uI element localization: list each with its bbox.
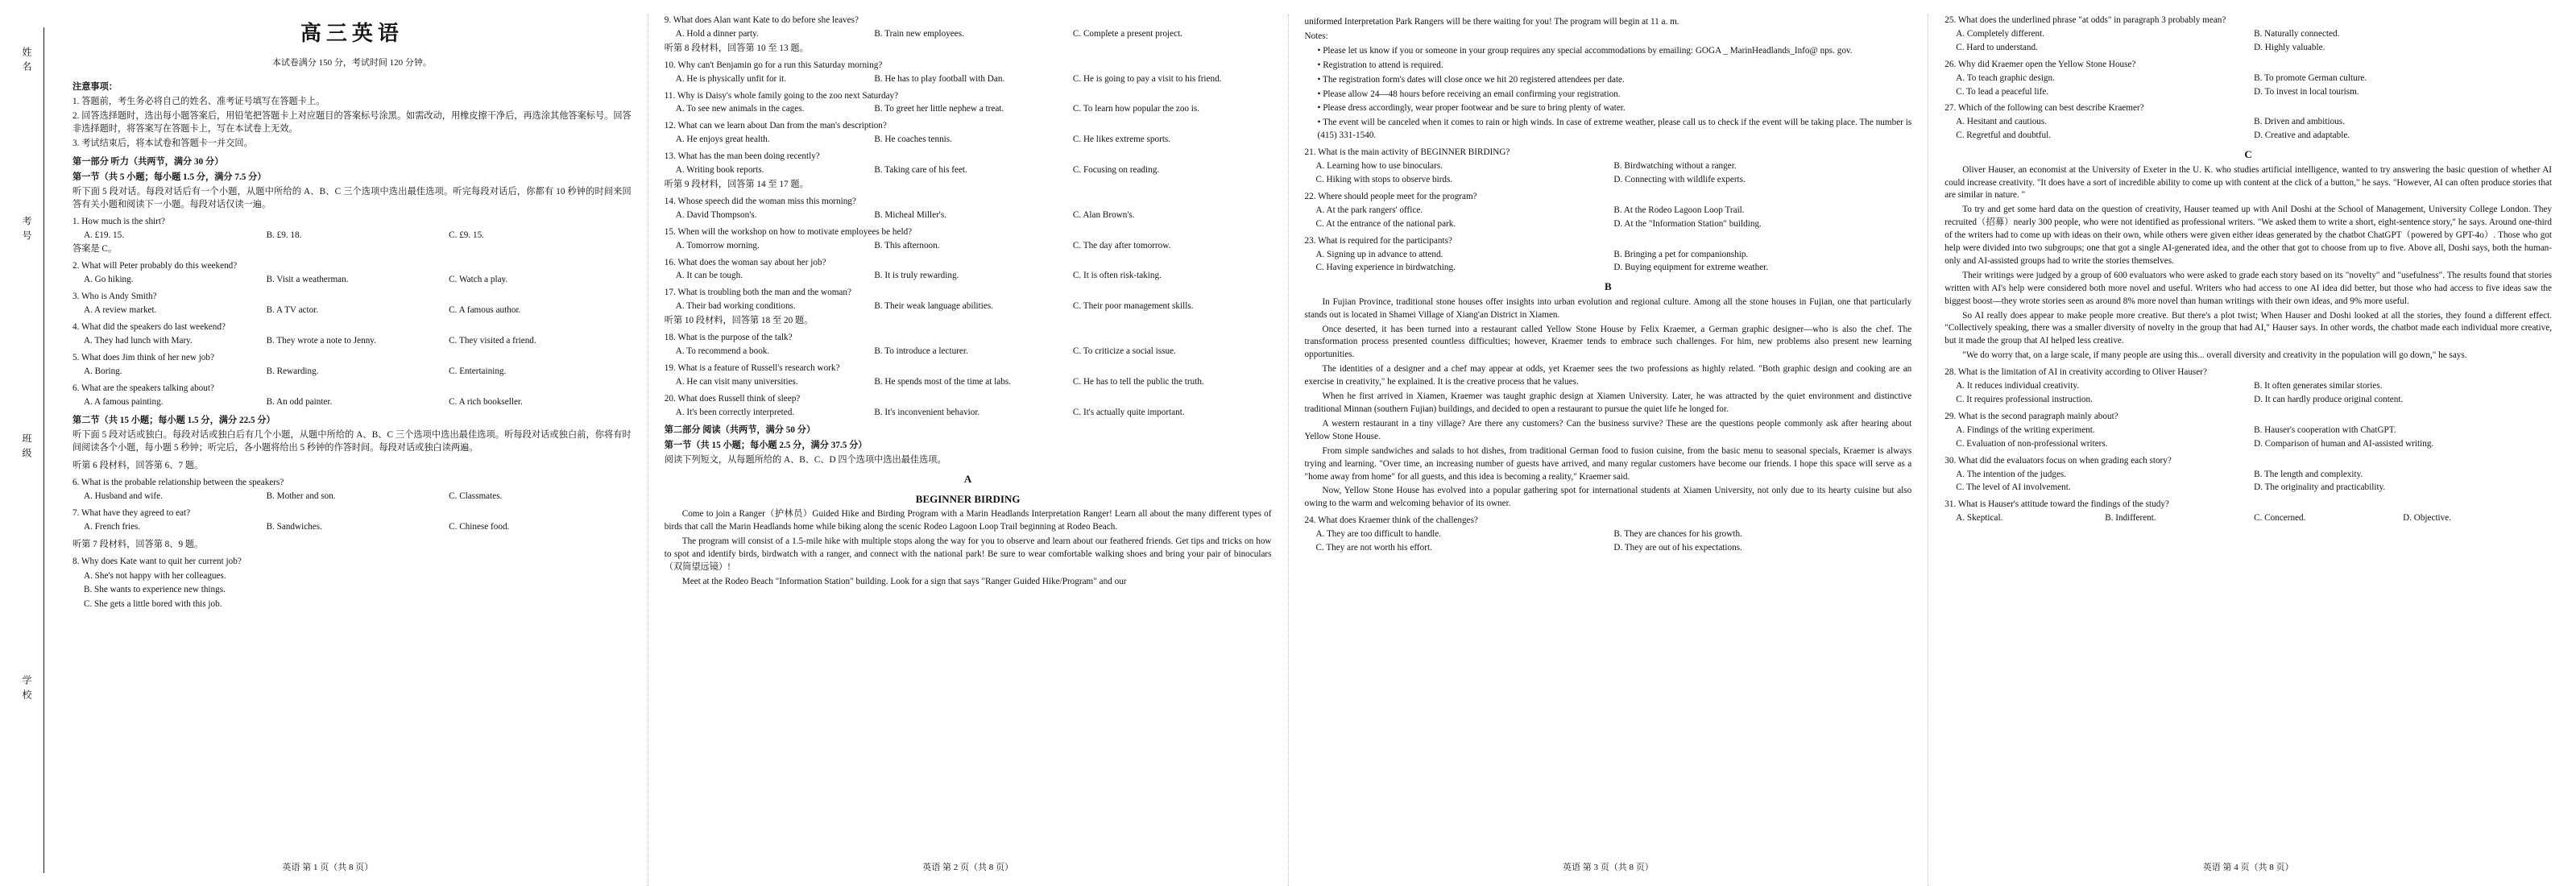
question-9-options	[676, 28, 1272, 41]
question-7-options	[84, 491, 632, 503]
question-13-options	[676, 164, 1272, 177]
part-2-heading: 第二部分 阅读（共两节，满分 50 分）	[664, 425, 816, 436]
q9-option-a[interactable]: A. Hold a dinner party.	[675, 28, 759, 39]
question-22-options-row-1	[1316, 205, 1912, 217]
q30-option-d[interactable]: D. The originality and practicability.	[2254, 482, 2386, 493]
q22-option-c[interactable]: C. At the entrance of the national park.	[1315, 218, 1456, 229]
q23-option-a[interactable]: A. Signing up in advance to attend.	[1315, 249, 1443, 259]
question-28-options-row-1	[1956, 380, 2552, 393]
question-12: 12. What can we learn about Dan from the man's description?	[664, 121, 887, 131]
question-8-options	[84, 521, 632, 534]
q1-option-c[interactable]: C. £9. 15.	[449, 230, 484, 240]
question-25-options-row-2	[1956, 42, 2552, 55]
q25-option-b[interactable]: B. Naturally connected.	[2254, 28, 2340, 39]
question-15: 15. When will the workshop on how to motivate employees be held?	[664, 226, 913, 237]
passage-a-para-2: The program will consist of a 1.5-mile hike with multiple stops along the way for you to observe and learn about our feathered friends. Get tips and tricks on how to spot and identify birds, birdwatch with a ranger, and connect with the national park! Be sure to wear comfortable walking shoes and bring your pair of binoculars（双筒望远镜）!	[664, 536, 1272, 572]
q9-option-b[interactable]: B. Train new employees.	[874, 28, 964, 39]
question-15-options	[676, 240, 1272, 253]
q9-option-b[interactable]: B. She wants to experience new things.	[84, 585, 226, 595]
question-1-options	[84, 230, 632, 242]
q16-option-b[interactable]: B. It is truly rewarding.	[874, 271, 959, 281]
q9-option-c[interactable]: C. Complete a present project.	[1072, 28, 1182, 39]
q18-option-b[interactable]: B. To introduce a lecturer.	[874, 346, 968, 356]
question-6: 6. What are the speakers talking about?	[72, 383, 214, 393]
question-5-options	[84, 366, 632, 379]
question-3: 3. Who is Andy Smith?	[72, 292, 157, 302]
q1-option-b[interactable]: B. £9. 18.	[266, 230, 302, 240]
passage-c-para-2: To try and get some hard data on the question of creativity, Hauser teamed up with Anil Doshi at the School of Management, University College London. They recruited（招募）nearly 300 people, who were not identified as professional writers. "We asked them to write a short, eight-sentence story," he says. Around one-third of the writers had to come up with ideas on their own, while others were given either ideas generated by the chatbot ChatGPT（powered by GPT-4o）. Those who got help were divided into two subgroups; one that got a single AI-generated idea, and the other that got to choose from up to five. Above all, Doshi says, both the human-only and AI-assisted groups had to write the stories themselves.	[1944, 205, 2552, 266]
q8-option-b[interactable]: B. Sandwiches.	[266, 521, 322, 532]
passage-a-title: BEGINNER BIRDING	[915, 492, 1021, 505]
q10-option-a[interactable]: A. He is physically unfit for it.	[675, 73, 787, 84]
q17-option-c[interactable]: C. Their poor management skills.	[1072, 301, 1194, 312]
q28-option-b[interactable]: B. It often generates similar stories.	[2254, 381, 2383, 391]
margin-label-school: 学校	[21, 675, 33, 704]
q29-option-b[interactable]: B. Hauser's cooperation with ChatGPT.	[2254, 424, 2396, 435]
q21-option-b[interactable]: B. Birdwatching without a ranger.	[1613, 161, 1737, 172]
q17-option-a[interactable]: A. Their bad working conditions.	[675, 301, 796, 312]
note-3: 3. 考试结束后，将本试卷和答题卡一并交回。	[72, 139, 253, 149]
q10-option-c[interactable]: C. He is going to pay a visit to his friend.	[1072, 73, 1222, 84]
passage-a-note-5: • Please dress accordingly, wear proper footwear and be sure to bring plenty of water.	[1317, 103, 1626, 114]
q24-option-b[interactable]: B. They are chances for his growth.	[1613, 529, 1742, 540]
q20-option-c[interactable]: C. It's actually quite important.	[1072, 407, 1185, 417]
q30-option-c[interactable]: C. The level of AI involvement.	[1956, 482, 2071, 493]
margin-label-class: 班级	[21, 433, 33, 462]
question-23: 23. What is required for the participants?	[1304, 235, 1452, 246]
column-3	[1288, 14, 1928, 886]
q28-option-c[interactable]: C. It requires professional instruction.	[1956, 395, 2093, 405]
question-27-options-row-1	[1956, 116, 2552, 129]
question-21-options-row-2	[1316, 174, 1912, 187]
material-8-heading: 听第 8 段材料，回答第 10 至 13 题。	[664, 43, 809, 53]
passage-c-letter: C	[2244, 148, 2252, 161]
q10-option-b[interactable]: B. He has to play football with Dan.	[874, 73, 1005, 84]
question-31-options	[1956, 512, 2552, 525]
question-19: 19. What is a feature of Russell's research work?	[664, 362, 840, 373]
passage-a-letter: A	[963, 473, 972, 486]
q18-option-c[interactable]: C. To criticize a social issue.	[1072, 346, 1176, 356]
column-1	[8, 14, 648, 886]
page-footer-3: 英语 第 3 页（共 8 页）	[1563, 863, 1654, 873]
q24-option-d[interactable]: D. They are out of his expectations.	[1613, 543, 1742, 553]
question-23-options-row-1	[1316, 249, 1912, 262]
q8-option-a[interactable]: A. French fries.	[84, 521, 141, 532]
q22-option-b[interactable]: B. At the Rodeo Lagoon Loop Trail.	[1613, 205, 1745, 215]
q22-option-d[interactable]: D. At the "Information Station" building.	[1613, 218, 1762, 229]
q15-option-a[interactable]: A. Tomorrow morning.	[675, 240, 760, 250]
question-20-options	[676, 407, 1272, 420]
question-4-options	[84, 335, 632, 348]
q25-option-a[interactable]: A. Completely different.	[1956, 28, 2045, 39]
note-1: 1. 答题前，考生务必将自己的姓名、准考证号填写在答题卡上。	[72, 97, 325, 107]
passage-a-para-4: uniformed Interpretation Park Rangers will be there waiting for you! The program will begin at 11 a. m.	[1304, 17, 1679, 27]
q9-option-a[interactable]: A. She's not happy with her colleagues.	[84, 570, 226, 581]
passage-b-letter: B	[1605, 280, 1612, 293]
part-1-section-2-directions: 听下面 5 段对话或独白。每段对话或独白后有几个小题，从题中所给的 A、B、C 三个选项中选出最佳选项。听每段对话或独白前，你将有时间阅读各个小题，每小题 5 秒钟；听完后，各小题将给出 5 秒钟的作答时间。每段对话或独白读两遍。	[72, 430, 632, 453]
question-13: 13. What has the man been doing recently?	[664, 151, 820, 162]
q21-option-c[interactable]: C. Hiking with stops to observe birds.	[1315, 174, 1453, 184]
question-11-options	[676, 103, 1272, 116]
question-3-options	[84, 304, 632, 317]
q29-option-c[interactable]: C. Evaluation of non-professional writers.	[1956, 438, 2108, 449]
part-1-heading: 第一部分 听力（共两节，满分 30 分）	[72, 157, 224, 168]
column-2-content	[665, 14, 1272, 836]
q5-option-c[interactable]: C. Entertaining.	[449, 366, 507, 376]
q22-option-a[interactable]: A. At the park rangers' office.	[1315, 205, 1423, 215]
passage-a-notes-label: Notes:	[1304, 31, 1328, 41]
q15-option-b[interactable]: B. This afternoon.	[874, 240, 940, 250]
q26-option-b[interactable]: B. To promote German culture.	[2254, 72, 2367, 83]
question-30-options-row-1	[1956, 469, 2552, 482]
q8-option-c[interactable]: C. Chinese food.	[449, 521, 510, 532]
q29-option-d[interactable]: D. Comparison of human and AI-assisted writing.	[2254, 438, 2434, 449]
question-21-options-row-1	[1316, 160, 1912, 173]
question-27: 27. Which of the following can best describe Kraemer?	[1944, 103, 2144, 114]
q9-option-c[interactable]: C. She gets a little bored with this job.	[84, 599, 222, 610]
question-22-options-row-2	[1316, 218, 1912, 231]
q7-option-a[interactable]: A. Husband and wife.	[84, 491, 163, 501]
passage-b-para-6: From simple sandwiches and salads to hot dishes, from traditional German food to fusion cuisine, from the basic menu to seasonal specials, Kraemer is always trying and learning. "Over time, an increasing number of guests have arrived, and many regular customers have become our friends. I hope this space will serve as a "home away from home" for all guests, and this idea is becoming a reality," Kraemer said.	[1304, 445, 1912, 482]
q27-option-c[interactable]: C. Regretful and doubtful.	[1956, 130, 2052, 141]
question-16-options	[676, 270, 1272, 283]
part-2-directions: 阅读下列短文，从每题所给的 A、B、C、D 四个选项中选出最佳选项。	[664, 455, 946, 466]
column-1-content	[24, 14, 632, 836]
q27-option-d[interactable]: D. Creative and adaptable.	[2254, 130, 2350, 141]
material-10-heading: 听第 10 段材料，回答第 18 至 20 题。	[664, 316, 814, 326]
q26-option-d[interactable]: D. To invest in local tourism.	[2254, 86, 2359, 97]
q12-option-a[interactable]: A. He enjoys great health.	[675, 135, 770, 145]
q20-option-b[interactable]: B. It's inconvenient behavior.	[874, 407, 980, 417]
question-30: 30. What did the evaluators focus on when grading each story?	[1944, 455, 2172, 466]
question-14: 14. Whose speech did the woman miss this morning?	[664, 196, 856, 206]
passage-a-para-1: Come to join a Ranger（护林员）Guided Hike and Birding Program with a Marin Headlands Interpretation Ranger! Learn all about the many different types of birds that call the Marin Headlands home while biking along the scenic Rodeo Lagoon Loop Trail beginning at Rodeo Beach.	[664, 509, 1272, 532]
question-22: 22. Where should people meet for the program?	[1304, 191, 1477, 201]
q23-option-b[interactable]: B. Bringing a pet for companionship.	[1613, 249, 1749, 259]
question-31: 31. What is Hauser's attitude toward the findings of the study?	[1944, 499, 2169, 510]
question-26-options-row-2	[1956, 86, 2552, 99]
q12-option-c[interactable]: C. He likes extreme sports.	[1072, 135, 1171, 145]
q6-option-c[interactable]: C. A rich bookseller.	[449, 396, 523, 407]
q23-option-c[interactable]: C. Having experience in birdwatching.	[1315, 263, 1456, 273]
q16-option-c[interactable]: C. It is often risk-taking.	[1072, 271, 1162, 281]
note-2: 2. 回答选择题时，选出每小题答案后，用铅笔把答题卡上对应题目的答案标号涂黑。如需改动，用橡皮擦干净后，再选涂其他答案标号。回答非选择题时，将答案写在答题卡上，写在本试卷上无效。	[72, 111, 632, 135]
question-29-options-row-1	[1956, 424, 2552, 437]
q20-option-a[interactable]: A. It's been correctly interpreted.	[675, 407, 795, 417]
question-17-options	[676, 300, 1272, 313]
q29-option-a[interactable]: A. Findings of the writing experiment.	[1956, 424, 2095, 435]
question-7: 6. What is the probable relationship between the speakers?	[72, 478, 284, 488]
q2-option-c[interactable]: C. Watch a play.	[449, 275, 508, 285]
question-8: 7. What have they agreed to eat?	[72, 507, 191, 518]
passage-c-para-5: "We do worry that, on a large scale, if many people are using this... overall diversity and creativity in the population will go down," he says.	[1962, 350, 2467, 361]
passage-b-para-7: Now, Yellow Stone House has evolved into a popular gathering spot for international students at Xiamen University, not only due to its hearty cuisine but also owing to the warm and welcoming behavior of its owner.	[1304, 486, 1912, 509]
q27-option-a[interactable]: A. Hesitant and cautious.	[1956, 117, 2048, 127]
q31-option-b[interactable]: B. Indifferent.	[2105, 513, 2156, 524]
question-18-options	[676, 346, 1272, 358]
q3-option-a[interactable]: A. A review market.	[84, 305, 157, 316]
q28-option-d[interactable]: D. It can hardly produce original content.	[2254, 395, 2404, 405]
column-3-content	[1305, 14, 1912, 836]
q6-option-a[interactable]: A. A famous painting.	[84, 396, 164, 407]
q3-option-c[interactable]: C. A famous author.	[449, 305, 521, 316]
part-1-section-1-heading: 第一节（共 5 小题；每小题 1.5 分，满分 7.5 分）	[72, 172, 267, 182]
question-28: 28. What is the limitation of AI in creativity according to Oliver Hauser?	[1944, 367, 2207, 378]
question-21: 21. What is the main activity of BEGINNER BIRDING?	[1304, 147, 1510, 158]
question-12-options	[676, 134, 1272, 147]
question-25-options-row-1	[1956, 28, 2552, 41]
q19-option-b[interactable]: B. He spends most of the time at labs.	[874, 376, 1011, 387]
q24-option-a[interactable]: A. They are too difficult to handle.	[1315, 529, 1442, 540]
q15-option-c[interactable]: C. The day after tomorrow.	[1072, 240, 1171, 250]
q13-option-c[interactable]: C. Focusing on reading.	[1072, 165, 1160, 176]
q5-option-b[interactable]: B. Rewarding.	[266, 366, 319, 376]
q7-option-b[interactable]: B. Mother and son.	[266, 491, 336, 501]
q4-option-c[interactable]: C. They visited a friend.	[449, 335, 536, 346]
question-9-col1: 8. Why does Kate want to quit her current job?	[72, 556, 242, 566]
passage-a-note-2: • Registration to attend is required.	[1317, 60, 1443, 70]
question-29: 29. What is the second paragraph mainly about?	[1944, 411, 2118, 421]
question-16: 16. What does the woman say about her job?	[664, 257, 826, 267]
q5-option-a[interactable]: A. Boring.	[84, 366, 122, 376]
q2-option-a[interactable]: A. Go hiking.	[84, 275, 134, 285]
passage-c-para-3: Their writings were judged by a group of 600 evaluators who were asked to grade each story based on its "novelty" and "usefulness". The results found that stories written with AI's help were considered both more novel and useful. Writers who had access to one AI idea did better, but those who had access to five ideas saw the biggest boost—they wrote stories seen as around 8% more novel than human writings with their own ideas, and 9% more useful.	[1944, 270, 2552, 306]
question-24-options-row-1	[1316, 528, 1912, 541]
material-6-heading: 听第 6 段材料，回答第 6、7 题。	[72, 461, 204, 471]
answer-note: 答案是 C。	[72, 244, 118, 255]
part-1-section-2-heading: 第二节（共 15 小题；每小题 1.5 分，满分 22.5 分）	[72, 416, 275, 426]
passage-b-para-2: Once deserted, it has been turned into a restaurant called Yellow Stone House by Felix Kraemer, a German graphic designer—who is also the chef. The transformation process presented countless difficulties; however, Kraemer tends to embrace such challenges. For him, new problems also present new learning opportunities.	[1304, 324, 1912, 360]
q27-option-b[interactable]: B. Driven and ambitious.	[2254, 117, 2345, 127]
q31-option-c[interactable]: C. Concerned.	[2254, 513, 2306, 524]
page-footer-2: 英语 第 2 页（共 8 页）	[922, 863, 1013, 873]
question-29-options-row-2	[1956, 438, 2552, 451]
page-footer-4: 英语 第 4 页（共 8 页）	[2202, 863, 2294, 873]
page-title: 高三英语	[300, 22, 404, 45]
question-26-options-row-1	[1956, 72, 2552, 85]
q14-option-c[interactable]: C. Alan Brown's.	[1072, 209, 1135, 220]
q7-option-c[interactable]: C. Classmates.	[449, 491, 503, 501]
q18-option-a[interactable]: A. To recommend a book.	[675, 346, 770, 356]
question-27-options-row-2	[1956, 130, 2552, 143]
q26-option-a[interactable]: A. To teach graphic design.	[1956, 72, 2055, 83]
passage-b-para-1: In Fujian Province, traditional stone houses offer insights into urban evolution and regional culture. Among all the stone houses in Fujian, one that particularly stands out is located in Shamei Village of Xiang'an District in Xiamen.	[1304, 296, 1912, 320]
q11-option-c[interactable]: C. To learn how popular the zoo is.	[1072, 104, 1200, 114]
margin-label-examno: 考号	[21, 216, 33, 245]
column-4	[1928, 14, 2568, 886]
passage-a-note-4: • Please allow 24—48 hours before receiving an email confirming your registration.	[1317, 89, 1621, 99]
question-2-options	[84, 274, 632, 287]
material-9-heading: 听第 9 段材料，回答第 14 至 17 题。	[664, 179, 809, 189]
q12-option-b[interactable]: B. He coaches tennis.	[874, 135, 952, 145]
question-11: 11. Why is Daisy's whole family going to the zoo next Saturday?	[664, 90, 899, 101]
q3-option-b[interactable]: B. A TV actor.	[266, 305, 319, 316]
q25-option-c[interactable]: C. Hard to understand.	[1956, 42, 2038, 52]
passage-a-note-3: • The registration form's dates will close once we hit 20 registered attendees per date.	[1317, 74, 1625, 85]
question-26: 26. Why did Kraemer open the Yellow Stone House?	[1944, 59, 2136, 69]
column-2	[648, 14, 1288, 886]
question-20: 20. What does Russell think of sleep?	[664, 393, 801, 404]
q30-option-b[interactable]: B. The length and complexity.	[2254, 469, 2363, 479]
q4-option-b[interactable]: B. They wrote a note to Jenny.	[266, 335, 376, 346]
question-23-options-row-2	[1316, 262, 1912, 275]
q13-option-a[interactable]: A. Writing book reports.	[675, 165, 764, 176]
question-2: 2. What will Peter probably do this weekend?	[72, 261, 238, 271]
q19-option-c[interactable]: C. He has to tell the public the truth.	[1072, 376, 1204, 387]
question-28-options-row-2	[1956, 394, 2552, 407]
question-18: 18. What is the purpose of the talk?	[664, 333, 793, 343]
q24-option-c[interactable]: C. They are not worth his effort.	[1315, 543, 1432, 553]
passage-a-para-3: Meet at the Rodeo Beach "Information Station" building. Look for a sign that says "Ranger Guided Hike/Program" and our	[681, 576, 1127, 586]
passage-b-para-4: When he first arrived in Xiamen, Kraemer was taught graphic design at Xiamen University. Later, he was attracted by the quiet environment and distinctive traditional Minnan (southern Fujian) buildings, and decided to open a restaurant to pursue the quiet life he longed for.	[1304, 391, 1912, 415]
question-10-options	[676, 73, 1272, 86]
passage-b-para-3: The identities of a designer and a chef may appear at odds, yet Kraemer sees the two professions as highly related. "Both graphic design and cooking are an exercise in creativity," he explained. It is the creative process that he values.	[1304, 364, 1912, 387]
question-1: 1. How much is the shirt?	[72, 216, 165, 226]
notes-heading: 注意事项：	[72, 81, 118, 92]
material-7-heading: 听第 7 段材料，回答第 8、9 题。	[72, 539, 204, 549]
q19-option-a[interactable]: A. He can visit many universities.	[675, 376, 798, 387]
q17-option-b[interactable]: B. Their weak language abilities.	[874, 301, 993, 312]
question-4: 4. What did the speakers do last weekend?	[72, 322, 226, 333]
q25-option-d[interactable]: D. Highly valuable.	[2254, 42, 2325, 52]
part-1-section-1-directions: 听下面 5 段对话。每段对话后有一个小题，从题中所给的 A、B、C 三个选项中选出最佳选项。听完每段对话后，你都有 10 秒钟的时间来回答有关小题和阅读下一小题。每段对话仅读一遍。	[72, 186, 632, 209]
page-footer-1: 英语 第 1 页（共 8 页）	[282, 863, 374, 873]
q11-option-b[interactable]: B. To greet her little nephew a treat.	[874, 104, 1004, 114]
question-5: 5. What does Jim think of her new job?	[72, 352, 214, 362]
margin-label-name: 姓名	[21, 47, 33, 76]
q1-option-a[interactable]: A. £19. 15.	[84, 230, 125, 240]
passage-a-note-6: • The event will be canceled when it comes to rain or high winds. In case of extreme weather, please call us to check if the event will be taking place. The number is (415) 331-1540.	[1317, 118, 1912, 141]
q11-option-a[interactable]: A. To see new animals in the cages.	[675, 104, 805, 114]
q13-option-b[interactable]: B. Taking care of his feet.	[874, 165, 967, 176]
part-2-section-1-heading: 第一节（共 15 小题；每小题 2.5 分，满分 37.5 分）	[664, 441, 868, 451]
question-24-options-row-2	[1316, 542, 1912, 555]
column-4-content	[1944, 14, 2552, 836]
q23-option-d[interactable]: D. Buying equipment for extreme weather.	[1613, 263, 1769, 273]
question-9: 9. What does Alan want Kate to do before she leaves?	[664, 15, 859, 25]
question-17: 17. What is troubling both the man and the woman?	[664, 288, 851, 298]
q26-option-c[interactable]: C. To lead a peaceful life.	[1956, 86, 2049, 97]
question-19-options	[676, 376, 1272, 389]
q16-option-a[interactable]: A. It can be tough.	[675, 271, 743, 281]
q14-option-a[interactable]: A. David Thompson's.	[675, 209, 757, 220]
q21-option-a[interactable]: A. Learning how to use binoculars.	[1315, 161, 1443, 172]
q31-option-d[interactable]: D. Objective.	[2403, 513, 2452, 524]
passage-c-para-4: So AI really does appear to make people more creative. But there's a plot twist; When Hauser and Doshi looked at all the stories, they found a different effect. "Collectively speaking, there was a smaller diversity of novelty in the group that had AI," Hauser says. In other words, the chatbot made each individual more creative, but it made the group that AI helped less creative.	[1944, 310, 2552, 346]
question-30-options-row-2	[1956, 482, 2552, 495]
q31-option-a[interactable]: A. Skeptical.	[1956, 513, 2003, 524]
passage-b-para-5: A western restaurant in a tiny village? Are there any customers? Can the business survive? These are the questions people commonly ask after hearing about Yellow Stone House.	[1304, 418, 1912, 441]
q2-option-b[interactable]: B. Visit a weatherman.	[266, 275, 349, 285]
question-6-options	[84, 396, 632, 409]
q30-option-a[interactable]: A. The intention of the judges.	[1956, 469, 2067, 479]
passage-c-para-1: Oliver Hauser, an economist at the University of Exeter in the U. K. who studies artificial intelligence, wanted to try answering the basic question of whether AI could increase creativity. "It does have a sort of incredible ability to come up with content at the click of a button," he says. "However, AI can often produce stories that are similar in nature. "	[1944, 164, 2552, 201]
exam-subtitle: 本试卷满分 150 分，考试时间 120 分钟。	[271, 57, 432, 68]
q6-option-b[interactable]: B. An odd painter.	[266, 396, 333, 407]
left-margin-line	[43, 27, 44, 873]
q14-option-b[interactable]: B. Micheal Miller's.	[874, 209, 946, 220]
q28-option-a[interactable]: A. It reduces individual creativity.	[1956, 381, 2079, 391]
q21-option-d[interactable]: D. Connecting with wildlife experts.	[1613, 174, 1746, 184]
question-24: 24. What does Kraemer think of the challenges?	[1304, 515, 1478, 526]
question-10: 10. Why can't Benjamin go for a run this Saturday morning?	[664, 60, 883, 70]
question-25: 25. What does the underlined phrase "at odds" in paragraph 3 probably mean?	[1944, 15, 2226, 25]
question-14-options	[676, 209, 1272, 222]
q4-option-a[interactable]: A. They had lunch with Mary.	[84, 335, 193, 346]
passage-a-note-1: • Please let us know if you or someone in your group requires any special accommodations by emailing: GOGA _ MarinHeadlands_Info@ nps. gov.	[1317, 45, 1853, 56]
